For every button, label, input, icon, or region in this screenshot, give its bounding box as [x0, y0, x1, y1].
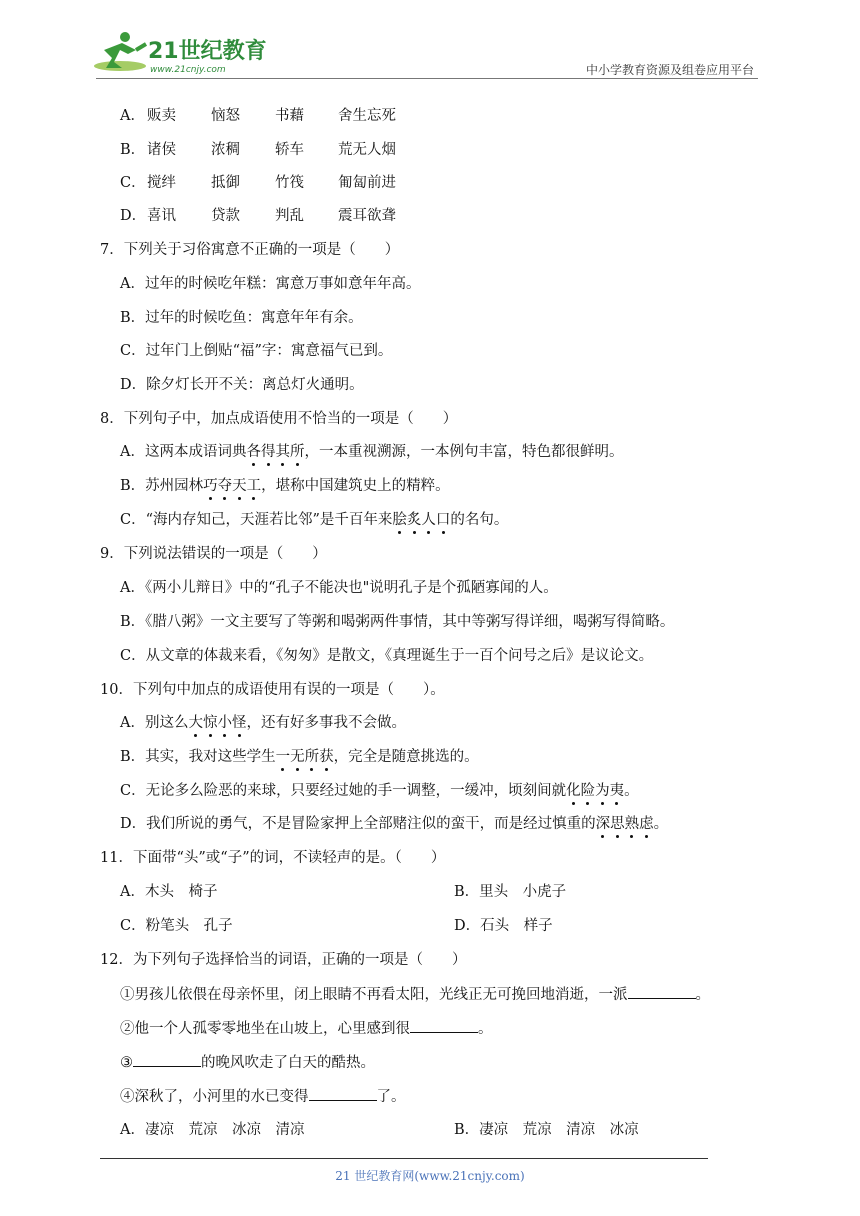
dotted-idiom	[566, 783, 624, 799]
q7-option-c: C．过年门上倒贴“福”字：寓意福气已到。	[120, 343, 393, 359]
q7-option-d: D．除夕灯长开不关：离总灯火通明。	[120, 377, 364, 393]
q10-option-a: A．别这么大惊小怪，还有好多事我不会做。	[120, 715, 406, 731]
svg-text:21世纪教育: 21世纪教育	[148, 39, 267, 64]
q9-option-c: C．从文章的体裁来看，《匆匆》是散文，《真理诞生于一百个问号之后》是议论文。	[120, 648, 654, 664]
emphasis-char: 一	[275, 749, 291, 765]
emphasis-char: 获	[319, 749, 334, 765]
emphasis-char: 险	[580, 783, 596, 799]
page-header	[92, 28, 758, 78]
footer-divider	[100, 1158, 708, 1159]
emphasis-char: 各	[246, 444, 261, 460]
q12-option-b: B．凄凉 荒凉 清凉 冰凉	[454, 1122, 639, 1138]
dotted-idiom	[596, 816, 654, 832]
emphasis-char: 怪	[231, 715, 247, 731]
emphasis-char: 深	[595, 816, 611, 832]
emphasis-char: 夺	[217, 478, 233, 494]
q10-option-c: C．无论多么险恶的来球，只要经过她的手一调整，一缓冲，顷刻间就化险为夷。	[120, 783, 639, 799]
emphasis-char: 无	[290, 749, 305, 765]
emphasis-char: 炙	[406, 512, 422, 528]
q10-option-b: B．其实，我对这些学生一无所获，完全是随意挑选的。	[120, 749, 479, 765]
q8-option-a: A．这两本成语词典各得其所，一本重视溯源，一本例句丰富，特色都很鲜明。	[120, 444, 624, 460]
svg-text:www.21cnjy.com: www.21cnjy.com	[150, 65, 226, 75]
q9-stem: 9．下列说法错误的一项是（ ）	[100, 546, 327, 562]
q9-option-b: B．《腊八粥》一文主要写了等粥和喝粥两件事情，其中等粥写得详细，喝粥写得简略。	[120, 614, 675, 630]
header-divider	[96, 78, 758, 79]
emphasis-char: 熟	[624, 816, 640, 832]
emphasis-char: 工	[246, 478, 262, 494]
q11-option-a: A．木头 椅子	[120, 884, 218, 900]
emphasis-char: 小	[217, 715, 232, 731]
q7-option-a: A．过年的时候吃年糕：寓意万事如意年年高。	[120, 276, 421, 292]
emphasis-char: 惊	[202, 715, 218, 731]
emphasis-char: 化	[566, 783, 581, 799]
q12-sentence-4: ④深秋了，小河里的水已变得 了。	[120, 1086, 406, 1107]
emphasis-char: 巧	[203, 478, 218, 494]
q11-option-b: B．里头 小虎子	[454, 884, 567, 900]
dotted-idiom	[276, 749, 334, 765]
q8-option-c: C．“海内存知己，天涯若比邻”是千百年来脍炙人口的名句。	[120, 512, 509, 528]
q8-option-b: B．苏州园林巧夺天工，堪称中国建筑史上的精粹。	[120, 478, 450, 494]
page-footer: 21 世纪教育网(www.21cnjy.com)	[335, 1169, 525, 1183]
emphasis-char: 得	[260, 444, 276, 460]
dotted-idiom	[203, 478, 261, 494]
emphasis-char: 脍	[392, 512, 407, 528]
q7-option-b: B．过年的时候吃鱼：寓意年年有余。	[120, 310, 363, 326]
q10-option-d: D．我们所说的勇气，不是冒险家押上全部赌注似的蛮干，而是经过慎重的深思熟虑。	[120, 816, 669, 832]
q12-stem: 12．为下列句子选择恰当的词语，正确的一项是（ ）	[100, 952, 467, 968]
emphasis-char: 为	[595, 783, 610, 799]
emphasis-char: 思	[610, 816, 625, 832]
emphasis-char: 所	[304, 749, 320, 765]
emphasis-char: 其	[275, 444, 290, 460]
emphasis-char: 虑	[639, 816, 654, 832]
dotted-idiom	[392, 512, 450, 528]
emphasis-char: 夷	[609, 783, 625, 799]
emphasis-char: 人	[421, 512, 436, 528]
q12-sentence-3: ③ 的晚风吹走了白天的酷热。	[120, 1052, 375, 1073]
q7-stem: 7．下列关于习俗寓意不正确的一项是（ ）	[100, 242, 400, 258]
q11-option-c: C．粉笔头 孔子	[120, 918, 233, 934]
logo-21cnjy	[92, 28, 267, 78]
q9-option-a: A．《两小儿辩日》中的“孔子不能决也"说明孔子是个孤陋寡闻的人。	[120, 580, 558, 596]
q12-option-a: A．凄凉 荒凉 冰凉 清凉	[120, 1122, 305, 1138]
emphasis-char: 口	[435, 512, 451, 528]
answer-blank	[410, 1018, 478, 1033]
q11-stem: 11．下面带“头”或“子”的词，不读轻声的是。（ ）	[100, 850, 446, 866]
dotted-idiom	[188, 715, 246, 731]
answer-blank	[309, 1086, 377, 1101]
q10-stem: 10．下列句中加点的成语使用有误的一项是（ ）。	[100, 682, 445, 698]
answer-blank	[628, 984, 696, 999]
emphasis-char: 大	[188, 715, 203, 731]
emphasis-char: 所	[289, 444, 305, 460]
platform-name: 中小学教育资源及组卷应用平台	[585, 63, 754, 77]
emphasis-char: 天	[232, 478, 247, 494]
answer-blank	[133, 1052, 201, 1067]
q11-option-d: D．石头 样子	[454, 918, 553, 934]
dotted-idiom	[246, 444, 304, 460]
q12-sentence-1: ①男孩儿依偎在母亲怀里，闭上眼睛不再看太阳，光线正无可挽回地消逝，一派 。	[120, 984, 710, 1005]
q8-stem: 8．下列句子中，加点成语使用不恰当的一项是（ ）	[100, 411, 458, 427]
q12-sentence-2: ②他一个人孤零零地坐在山坡上，心里感到很 。	[120, 1018, 493, 1039]
